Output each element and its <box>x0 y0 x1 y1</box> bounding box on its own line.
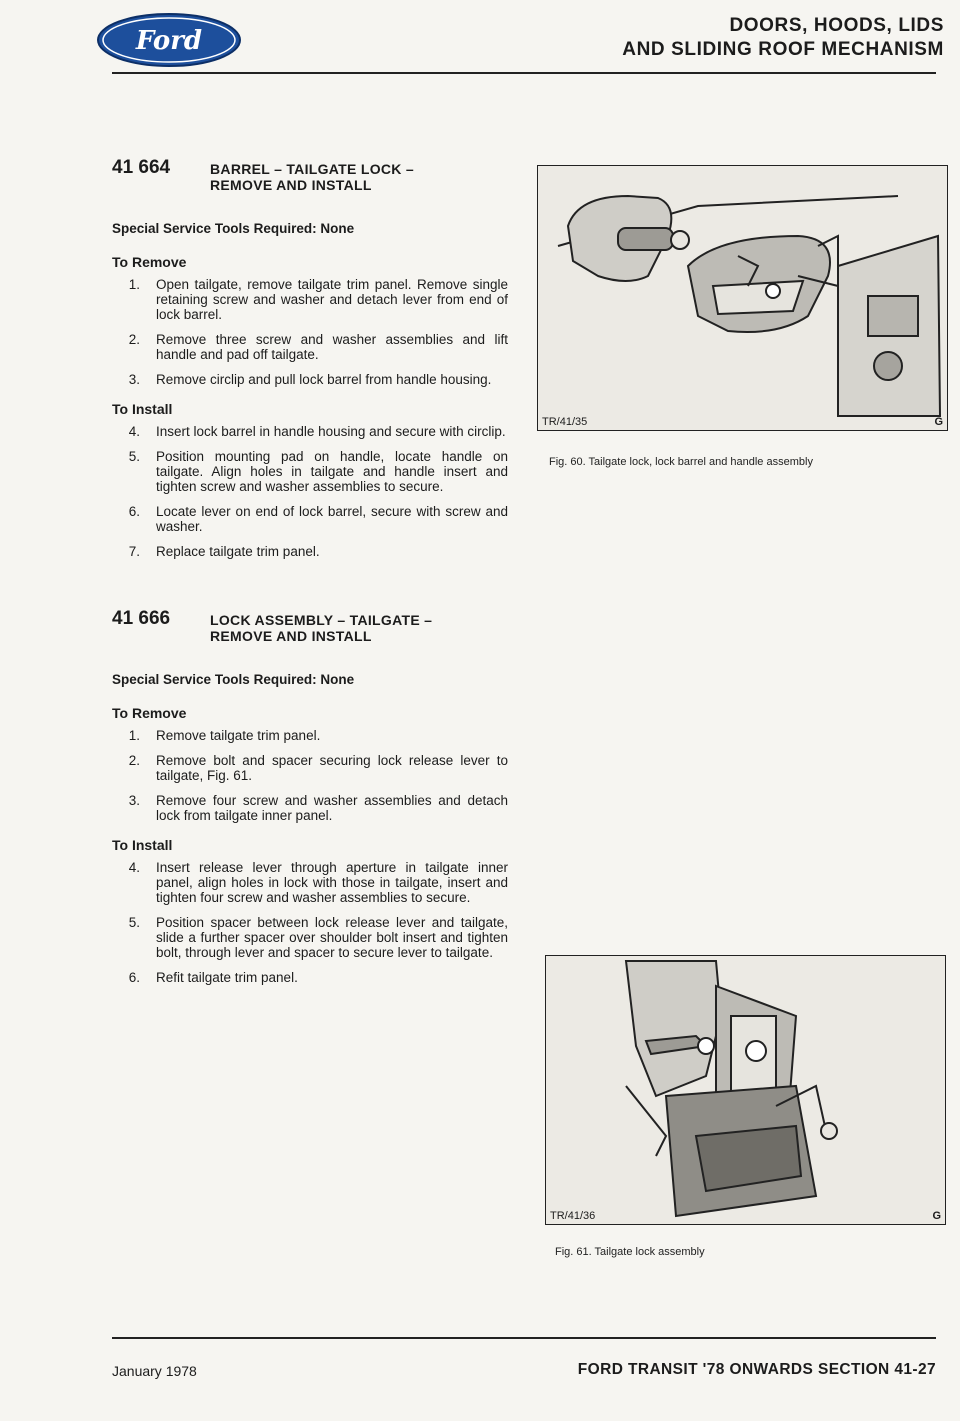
step-text: Refit tailgate trim panel. <box>156 970 298 985</box>
install-heading: To Install <box>112 837 173 853</box>
figure-60-caption: Fig. 60. Tailgate lock, lock barrel and handle assembly <box>549 456 813 468</box>
footer-rule <box>112 1337 936 1339</box>
step-number: 4. <box>128 424 140 439</box>
step-item <box>112 793 508 823</box>
step-item <box>112 504 508 534</box>
step-text: Remove three screw and washer assemblies and lift handle and pad off tailgate. <box>156 332 508 362</box>
step-item <box>112 424 508 439</box>
remove-steps <box>112 277 508 387</box>
step-item <box>112 372 508 387</box>
step-number: 6. <box>128 504 140 519</box>
step-number: 1. <box>128 728 140 743</box>
step-number: 2. <box>128 332 140 347</box>
special-tools-note: Special Service Tools Required: None <box>112 221 355 236</box>
section-title-line2: REMOVE AND INSTALL <box>210 628 372 644</box>
section-heading <box>112 158 508 193</box>
step-item <box>112 277 508 322</box>
step-text: Remove tailgate trim panel. <box>156 728 321 743</box>
install-steps <box>112 424 508 559</box>
section-title-line1: LOCK ASSEMBLY – TAILGATE – <box>210 612 433 628</box>
install-heading: To Install <box>112 401 173 417</box>
step-text: Position mounting pad on handle, locate handle on tailgate. Align holes in tailgate and handle insert and tighten screw and washer assemblies to secure. <box>156 449 508 494</box>
remove-steps <box>112 728 508 823</box>
chapter-title <box>622 14 944 62</box>
figure-mark: G <box>934 416 943 428</box>
step-number: 4. <box>128 860 140 875</box>
section-title-line2: REMOVE AND INSTALL <box>210 177 372 193</box>
step-item <box>112 728 508 743</box>
section-title <box>210 609 432 644</box>
procedures-column <box>112 158 508 999</box>
figure-61 <box>545 955 946 1225</box>
step-number: 5. <box>128 915 140 930</box>
header-rule <box>112 72 936 74</box>
step-item <box>112 544 508 559</box>
section-heading <box>112 609 508 644</box>
section-number: 41 666 <box>112 608 171 629</box>
step-number: 1. <box>128 277 140 292</box>
tailgate-lock-illustration <box>546 956 945 1224</box>
step-item <box>112 970 508 985</box>
step-text: Insert release lever through aperture in tailgate inner panel, align holes in lock with those in tailgate, insert and tighten four screw and washer assemblies to secure. <box>156 860 508 905</box>
section-title-line1: BARREL – TAILGATE LOCK – <box>210 161 414 177</box>
step-text: Remove bolt and spacer securing lock release lever to tailgate, Fig. 61. <box>156 753 508 783</box>
section-41-664 <box>112 158 508 559</box>
figure-60 <box>537 165 948 431</box>
remove-heading: To Remove <box>112 254 187 270</box>
step-text: Replace tailgate trim panel. <box>156 544 320 559</box>
section-title <box>210 158 414 193</box>
step-text: Open tailgate, remove tailgate trim panel. Remove single retaining screw and washer and detach lever from end of lock barrel. <box>156 277 508 322</box>
step-number: 3. <box>128 793 140 808</box>
chapter-title-line1: DOORS, HOODS, LIDS <box>729 15 944 36</box>
step-item <box>112 332 508 362</box>
section-number: 41 664 <box>112 157 171 178</box>
step-item <box>112 915 508 960</box>
step-number: 2. <box>128 753 140 768</box>
step-number: 6. <box>128 970 140 985</box>
figure-61-caption: Fig. 61. Tailgate lock assembly <box>555 1246 705 1258</box>
step-number: 3. <box>128 372 140 387</box>
step-item <box>112 753 508 783</box>
remove-heading: To Remove <box>112 705 187 721</box>
step-item <box>112 860 508 905</box>
step-text: Locate lever on end of lock barrel, secure with screw and washer. <box>156 504 508 534</box>
section-41-666 <box>112 609 508 985</box>
step-text: Remove four screw and washer assemblies and detach lock from tailgate inner panel. <box>156 793 508 823</box>
chapter-title-line2: AND SLIDING ROOF MECHANISM <box>622 39 944 60</box>
ford-logo <box>96 12 242 68</box>
figure-reference: TR/41/35 <box>542 416 588 428</box>
step-number: 5. <box>128 449 140 464</box>
step-text: Position spacer between lock release lever and tailgate, slide a further spacer over shoulder bolt insert and tighten bolt, through lever and spacer to secure lever to tailgate. <box>156 915 508 960</box>
figure-mark: G <box>932 1210 941 1222</box>
step-text: Insert lock barrel in handle housing and secure with circlip. <box>156 424 506 439</box>
install-steps <box>112 860 508 985</box>
ford-logo-text: Ford <box>135 26 203 56</box>
tailgate-handle-illustration <box>538 166 947 430</box>
footer-section-label: FORD TRANSIT '78 ONWARDS SECTION 41-27 <box>577 1361 936 1378</box>
figure-reference: TR/41/36 <box>550 1210 596 1222</box>
publication-date: January 1978 <box>112 1363 197 1379</box>
step-item <box>112 449 508 494</box>
step-number: 7. <box>128 544 140 559</box>
special-tools-note: Special Service Tools Required: None <box>112 672 355 687</box>
step-text: Remove circlip and pull lock barrel from handle housing. <box>156 372 492 387</box>
